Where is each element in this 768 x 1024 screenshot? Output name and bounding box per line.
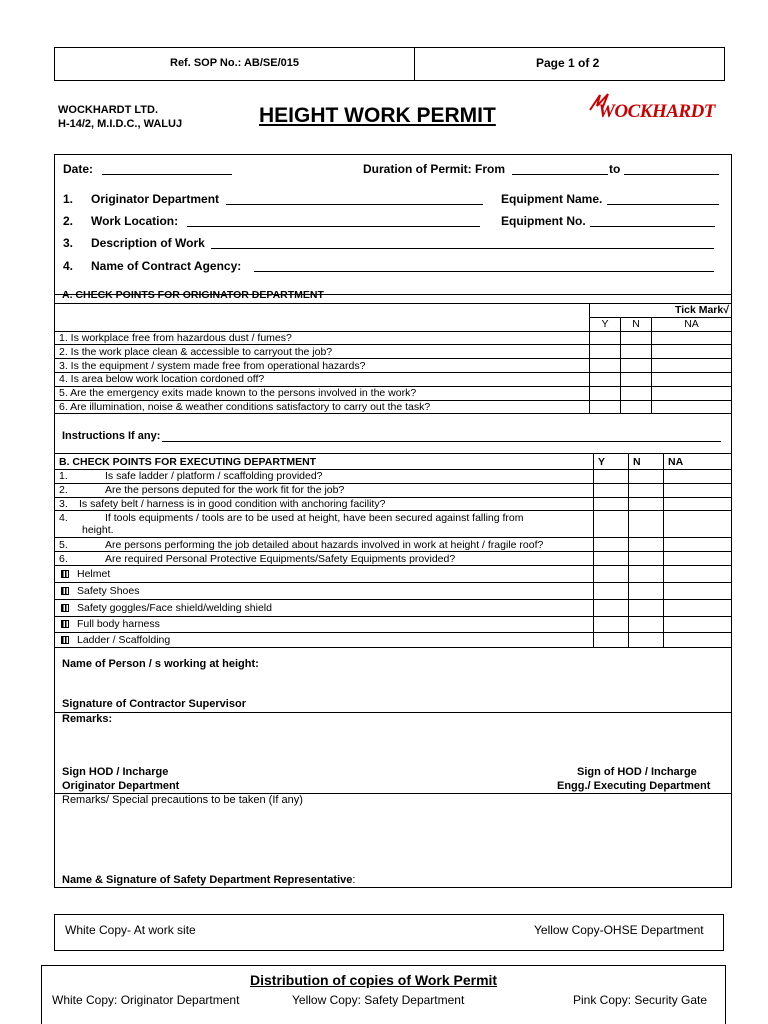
check-n[interactable]	[629, 552, 664, 566]
check-n[interactable]	[629, 632, 664, 647]
check-na[interactable]	[652, 372, 732, 386]
col-na: NA	[652, 317, 732, 331]
description-of-work-field[interactable]	[211, 237, 714, 249]
item-num: 2.	[63, 214, 74, 228]
check-y[interactable]	[590, 400, 621, 414]
check-n[interactable]	[629, 538, 664, 552]
instructions-label: Instructions If any:	[62, 430, 161, 442]
check-na[interactable]	[664, 483, 732, 497]
check-n[interactable]	[621, 386, 652, 400]
table-row: 4. Is area below work location cordoned off?	[55, 372, 732, 386]
check-na[interactable]	[652, 386, 732, 400]
duration-from-field[interactable]	[512, 163, 608, 175]
ref-sop-number: Ref. SOP No.: AB/SE/015	[170, 57, 299, 69]
contract-agency-label: Name of Contract Agency:	[91, 259, 242, 273]
sign-hod-executing-2: Engg./ Executing Department	[557, 780, 711, 792]
check-n[interactable]	[629, 582, 664, 599]
check-n[interactable]	[629, 511, 664, 538]
check-y[interactable]	[594, 565, 629, 582]
item-num: 4.	[63, 259, 74, 273]
safety-representative-label: Name & Signature of Safety Department Representative:	[62, 874, 356, 886]
copies-box	[54, 914, 724, 951]
work-location-field[interactable]	[187, 215, 480, 227]
check-na[interactable]	[652, 400, 732, 414]
item-num: 1.	[63, 192, 74, 206]
distribution-pink: Pink Copy: Security Gate	[573, 993, 708, 1007]
table-row: 6. Are required Personal Protective Equipments/Safety Equipments provided?	[55, 552, 732, 566]
check-y[interactable]	[594, 483, 629, 497]
table-row: 1. Is workplace free from hazardous dust / fumes?	[55, 331, 732, 345]
distribution-yellow: Yellow Copy: Safety Department	[292, 993, 465, 1007]
check-n[interactable]	[629, 497, 664, 511]
equipment-no-field[interactable]	[590, 215, 715, 227]
table-row: 3. Is safety belt / harness is in good condition with anchoring facility?	[55, 497, 732, 511]
col-n: N	[621, 317, 652, 331]
check-n[interactable]	[629, 616, 664, 632]
check-n[interactable]	[629, 470, 664, 484]
date-label: Date:	[63, 162, 94, 176]
check-y[interactable]	[594, 497, 629, 511]
check-y[interactable]	[594, 599, 629, 616]
check-n[interactable]	[621, 400, 652, 414]
instructions-field[interactable]	[162, 430, 721, 442]
item-num: 3.	[63, 236, 74, 250]
yellow-copy-label: Yellow Copy-OHSE Department	[534, 923, 704, 937]
distribution-box	[41, 965, 726, 1024]
persons-at-height-label: Name of Person / s working at height:	[62, 658, 259, 670]
work-location-label: Work Location:	[91, 214, 179, 228]
ppe-row: Ladder / Scaffolding	[55, 632, 732, 647]
check-y[interactable]	[594, 511, 629, 538]
check-y[interactable]	[590, 345, 621, 359]
table-row: 5. Are persons performing the job detailed about hazards involved in work at height / fragile roof?	[55, 538, 732, 552]
check-y[interactable]	[590, 386, 621, 400]
check-na[interactable]	[664, 511, 732, 538]
equipment-no-label: Equipment No.	[501, 214, 586, 228]
check-na[interactable]	[664, 599, 732, 616]
table-row: 1. Is safe ladder / platform / scaffolding provided?	[55, 470, 732, 484]
check-na[interactable]	[664, 565, 732, 582]
description-of-work-label: Description of Work	[91, 236, 205, 250]
table-row: 2. Is the work place clean & accessible to carryout the job?	[55, 345, 732, 359]
check-n[interactable]	[621, 331, 652, 345]
check-na[interactable]	[664, 470, 732, 484]
section-b-table	[54, 453, 732, 648]
date-field[interactable]	[102, 163, 232, 175]
check-na[interactable]	[664, 616, 732, 632]
check-n[interactable]	[621, 359, 652, 373]
table-row: 5. Are the emergency exits made known to the persons involved in the work?	[55, 386, 732, 400]
check-na[interactable]	[664, 538, 732, 552]
ppe-row: Safety goggles/Face shield/welding shield	[55, 599, 732, 616]
check-na[interactable]	[664, 552, 732, 566]
equipment-name-label: Equipment Name.	[501, 192, 603, 206]
duration-to-field[interactable]	[624, 163, 719, 175]
check-na[interactable]	[664, 497, 732, 511]
checkbox-icon[interactable]	[61, 587, 69, 595]
checkbox-icon[interactable]	[61, 636, 69, 644]
check-na[interactable]	[652, 345, 732, 359]
page-number: Page 1 of 2	[536, 56, 600, 70]
duration-label: Duration of Permit: From	[363, 162, 506, 176]
check-na[interactable]	[652, 359, 732, 373]
checkbox-icon[interactable]	[61, 620, 69, 628]
page-title: HEIGHT WORK PERMIT	[259, 104, 496, 127]
wockhardt-logo	[586, 92, 716, 126]
equipment-name-field[interactable]	[607, 193, 719, 205]
col-y: Y	[590, 317, 621, 331]
company-name: WOCKHARDT LTD.	[58, 104, 158, 116]
checkbox-icon[interactable]	[61, 604, 69, 612]
sign-hod-originator-2: Originator Department	[62, 780, 180, 792]
ppe-row: Full body harness	[55, 616, 732, 632]
check-y[interactable]	[590, 372, 621, 386]
check-n[interactable]	[621, 372, 652, 386]
section-a-heading: A. CHECK POINTS FOR ORIGINATOR DEPARTMENT	[62, 290, 324, 300]
check-na[interactable]	[652, 331, 732, 345]
distribution-white: White Copy: Originator Department	[52, 993, 240, 1007]
check-y[interactable]	[594, 552, 629, 566]
distribution-title: Distribution of copies of Work Permit	[250, 972, 498, 988]
check-na[interactable]	[664, 582, 732, 599]
originator-department-field[interactable]	[226, 193, 483, 205]
check-y[interactable]	[594, 470, 629, 484]
check-y[interactable]	[590, 359, 621, 373]
check-y[interactable]	[594, 538, 629, 552]
logo-text: WOCKHARDT	[598, 101, 715, 122]
col-n: N	[629, 454, 664, 470]
check-na[interactable]	[664, 632, 732, 647]
check-y[interactable]	[594, 632, 629, 647]
header-box	[54, 47, 725, 81]
check-n[interactable]	[621, 345, 652, 359]
table-row: 3. Is the equipment / system made free from operational hazards?	[55, 359, 732, 373]
special-precautions-label: Remarks/ Special precautions to be taken (If any)	[62, 794, 303, 806]
check-y[interactable]	[594, 616, 629, 632]
sign-hod-executing-1: Sign of HOD / Incharge	[577, 766, 697, 778]
check-y[interactable]	[590, 331, 621, 345]
ppe-row: Helmet	[55, 565, 732, 582]
originator-department-label: Originator Department	[91, 192, 220, 206]
table-row: 6. Are illumination, noise & weather conditions satisfactory to carry out the task?	[55, 400, 732, 414]
check-n[interactable]	[629, 565, 664, 582]
col-y: Y	[594, 454, 629, 470]
company-address: H-14/2, M.I.D.C., WALUJ	[58, 118, 183, 130]
checkbox-icon[interactable]	[61, 570, 69, 578]
check-y[interactable]	[594, 582, 629, 599]
check-n[interactable]	[629, 599, 664, 616]
sign-hod-originator-1: Sign HOD / Incharge	[62, 766, 169, 778]
white-copy-label: White Copy- At work site	[65, 923, 196, 937]
tick-mark-header: Tick Mark√	[590, 304, 732, 318]
section-a-table	[54, 303, 732, 414]
duration-to-label: to	[609, 162, 621, 176]
table-row: 2. Are the persons deputed for the work fit for the job?	[55, 483, 732, 497]
remarks-label: Remarks:	[62, 713, 113, 725]
table-row: 4. If tools equipments / tools are to be used at height, have been secured against falling from height.	[55, 511, 732, 538]
contractor-supervisor-signature-label: Signature of Contractor Supervisor	[62, 698, 246, 710]
ppe-row: Safety Shoes	[55, 582, 732, 599]
col-na: NA	[664, 454, 732, 470]
check-n[interactable]	[629, 483, 664, 497]
contract-agency-field[interactable]	[254, 260, 714, 272]
section-b-heading: B. CHECK POINTS FOR EXECUTING DEPARTMENT	[55, 454, 594, 470]
